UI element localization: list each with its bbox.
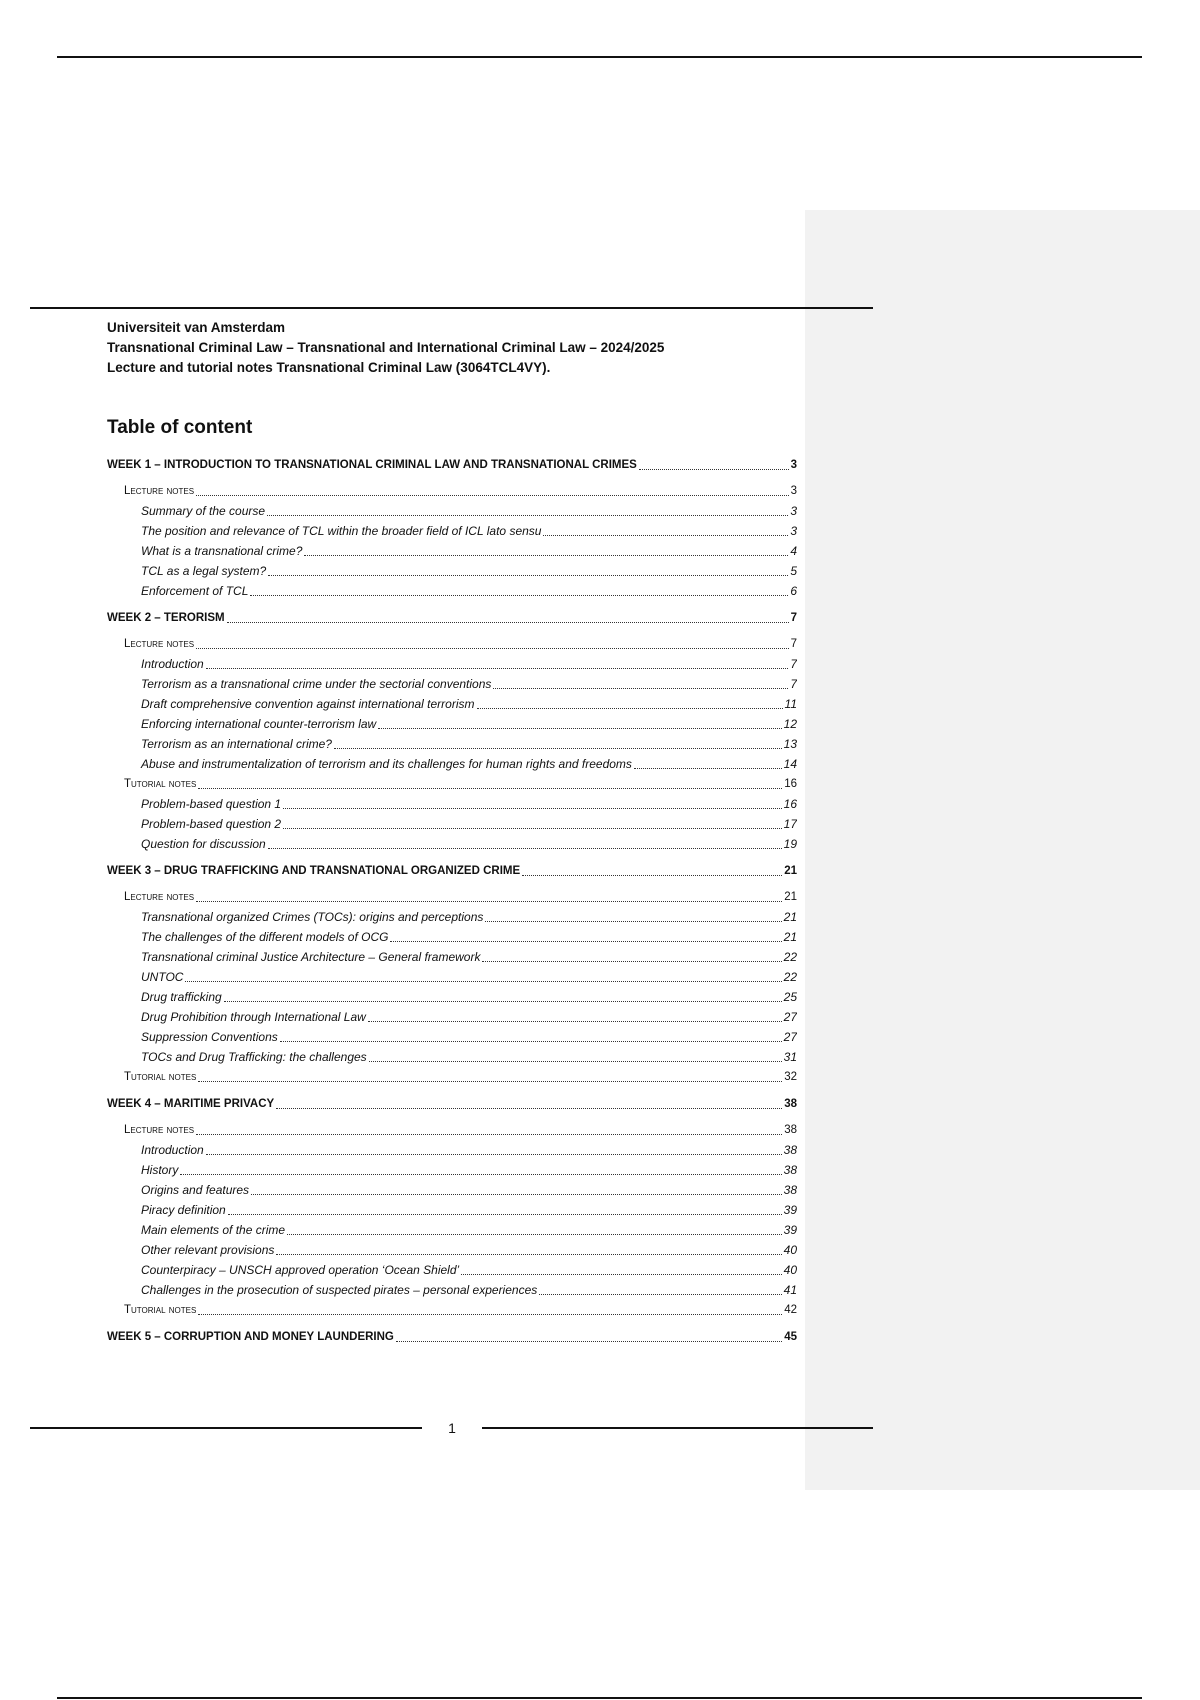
toc-page-number: 21 xyxy=(784,891,797,903)
toc-subsection-entry[interactable] xyxy=(107,1260,797,1280)
toc-entry-title: TCL as a legal system? xyxy=(141,564,267,578)
toc-page-number: 22 xyxy=(783,970,797,984)
toc-subsection-entry[interactable] xyxy=(107,734,797,754)
toc-subsection-entry[interactable] xyxy=(107,654,797,674)
toc-subsection-entry[interactable] xyxy=(107,1047,797,1067)
toc-entry-title: Piracy definition xyxy=(141,1203,226,1217)
toc-entry-title: Lecture notes xyxy=(124,638,195,650)
toc-dot-leader xyxy=(482,961,781,962)
toc-page-number: 13 xyxy=(783,737,797,751)
toc-page-number: 3 xyxy=(790,504,797,518)
toc-subsection-entry[interactable] xyxy=(107,987,797,1007)
toc-page-number: 45 xyxy=(784,1331,797,1343)
toc-subsection-entry[interactable] xyxy=(107,907,797,927)
toc-entry-title: Lecture notes xyxy=(124,485,195,497)
toc-entry-title: Lecture notes xyxy=(124,891,195,903)
toc-page-number: 21 xyxy=(784,865,797,877)
toc-page-number: 3 xyxy=(790,459,797,471)
toc-dot-leader xyxy=(250,595,788,596)
toc-page-number: 39 xyxy=(783,1203,797,1217)
toc-dot-leader xyxy=(185,981,781,982)
toc-entry-title: Problem-based question 1 xyxy=(141,797,282,811)
toc-entry-title: Transnational organized Crimes (TOCs): origins and perceptions xyxy=(141,910,484,924)
toc-page-number: 40 xyxy=(783,1263,797,1277)
toc-entry-title: Summary of the course xyxy=(141,504,266,518)
toc-dot-leader xyxy=(268,575,788,576)
toc-entry-title: Tutorial notes xyxy=(124,1071,197,1083)
toc-entry-title: Draft comprehensive convention against international terrorism xyxy=(141,697,475,711)
toc-subsection-entry[interactable] xyxy=(107,694,797,714)
outer-bottom-rule xyxy=(57,1697,1142,1699)
toc-subsection-entry[interactable] xyxy=(107,1007,797,1027)
toc-dot-leader xyxy=(283,828,782,829)
toc-dot-leader xyxy=(539,1294,781,1295)
toc-dot-leader xyxy=(304,555,788,556)
toc-page-number: 19 xyxy=(783,837,797,851)
course-title: Transnational Criminal Law – Transnational and International Criminal Law – 2024/2025 xyxy=(107,340,665,355)
toc-entry-title: Drug trafficking xyxy=(141,990,222,1004)
toc-page-number: 21 xyxy=(783,930,797,944)
toc-dot-leader xyxy=(206,1154,782,1155)
toc-subsection-entry[interactable] xyxy=(107,1160,797,1180)
toc-dot-leader xyxy=(276,1108,782,1109)
page-number: 1 xyxy=(448,1420,456,1436)
toc-subsection-entry[interactable] xyxy=(107,1280,797,1300)
toc-entry-title: What is a transnational crime? xyxy=(141,544,303,558)
toc-subsection-entry[interactable] xyxy=(107,1220,797,1240)
toc-subsection-entry[interactable] xyxy=(107,521,797,541)
toc-subsection-entry[interactable] xyxy=(107,501,797,521)
toc-week-entry[interactable] xyxy=(107,455,797,475)
toc-page-number: 38 xyxy=(783,1163,797,1177)
toc-page-number: 17 xyxy=(783,817,797,831)
toc-entry-title: The position and relevance of TCL within the broader field of ICL lato sensu xyxy=(141,524,542,538)
toc-entry-title: Other relevant provisions xyxy=(141,1243,275,1257)
toc-page-number: 12 xyxy=(783,717,797,731)
toc-dot-leader xyxy=(634,768,782,769)
toc-dot-leader xyxy=(639,469,789,470)
toc-week-entry[interactable] xyxy=(107,1327,797,1347)
toc-entry-title: History xyxy=(141,1163,179,1177)
toc-page-number: 22 xyxy=(783,950,797,964)
toc-subsection-entry[interactable] xyxy=(107,1180,797,1200)
toc-subsection-entry[interactable] xyxy=(107,541,797,561)
toc-subsection-entry[interactable] xyxy=(107,814,797,834)
toc-page-number: 41 xyxy=(783,1283,797,1297)
toc-entry-title: UNTOC xyxy=(141,970,184,984)
toc-section-entry[interactable] xyxy=(107,1067,797,1087)
toc-dot-leader xyxy=(287,1234,782,1235)
toc-dot-leader xyxy=(268,848,782,849)
toc-section-entry[interactable] xyxy=(107,887,797,907)
toc-entry-title: Abuse and instrumentalization of terrorism and its challenges for human rights and freedoms xyxy=(141,757,632,771)
footer-rule-left xyxy=(30,1427,422,1429)
toc-page-number: 32 xyxy=(784,1071,797,1083)
toc-entry-title: Challenges in the prosecution of suspected pirates – personal experiences xyxy=(141,1283,538,1297)
comment-margin-pane xyxy=(805,210,1200,1490)
toc-dot-leader xyxy=(477,708,783,709)
toc-dot-leader xyxy=(522,875,782,876)
toc-section-entry[interactable] xyxy=(107,774,797,794)
toc-entry-title: Terrorism as a transnational crime under the sectorial conventions xyxy=(141,677,492,691)
toc-page-number: 40 xyxy=(783,1243,797,1257)
toc-week-entry[interactable] xyxy=(107,608,797,628)
toc-page-number: 3 xyxy=(790,485,797,497)
toc-dot-leader xyxy=(378,728,781,729)
toc-entry-title: Enforcement of TCL xyxy=(141,584,249,598)
toc-page-number: 14 xyxy=(783,757,797,771)
toc-dot-leader xyxy=(224,1001,782,1002)
toc-entry-title: Enforcing international counter-terrorism law xyxy=(141,717,377,731)
toc-entry-title: Transnational criminal Justice Architecture – General framework xyxy=(141,950,481,964)
toc-entry-title: WEEK 5 – CORRUPTION AND MONEY LAUNDERING xyxy=(107,1331,394,1343)
toc-page-number: 27 xyxy=(783,1030,797,1044)
toc-entry-title: WEEK 1 – INTRODUCTION TO TRANSNATIONAL CRIMINAL LAW AND TRANSNATIONAL CRIMES xyxy=(107,459,637,471)
footer-rule-right xyxy=(482,1427,873,1429)
toc-subsection-entry[interactable] xyxy=(107,1200,797,1220)
page-header-rule xyxy=(30,307,873,309)
toc-week-entry[interactable] xyxy=(107,1094,797,1114)
toc-page-number: 4 xyxy=(790,544,797,558)
toc-page-number: 16 xyxy=(784,778,797,790)
toc-entry-title: Origins and features xyxy=(141,1183,250,1197)
toc-dot-leader xyxy=(283,808,782,809)
toc-page-number: 3 xyxy=(790,524,797,538)
toc-page-number: 6 xyxy=(790,584,797,598)
toc-dot-leader xyxy=(493,688,788,689)
toc-page-number: 38 xyxy=(783,1143,797,1157)
toc-subsection-entry[interactable] xyxy=(107,947,797,967)
toc-dot-leader xyxy=(276,1254,781,1255)
toc-dot-leader xyxy=(198,1314,782,1315)
toc-dot-leader xyxy=(368,1021,782,1022)
toc-page-number: 21 xyxy=(783,910,797,924)
toc-dot-leader xyxy=(461,1274,781,1275)
toc-entry-title: Counterpiracy – UNSCH approved operation ‘Ocean Shield’ xyxy=(141,1263,460,1277)
toc-subsection-entry[interactable] xyxy=(107,674,797,694)
toc-subsection-entry[interactable] xyxy=(107,967,797,987)
toc-subsection-entry[interactable] xyxy=(107,1240,797,1260)
toc-subsection-entry[interactable] xyxy=(107,561,797,581)
toc-dot-leader xyxy=(251,1194,782,1195)
toc-subsection-entry[interactable] xyxy=(107,794,797,814)
toc-subsection-entry[interactable] xyxy=(107,1140,797,1160)
toc-page-number: 5 xyxy=(790,564,797,578)
toc-dot-leader xyxy=(228,1214,782,1215)
toc-entry-title: Main elements of the crime xyxy=(141,1223,286,1237)
toc-entry-title: Drug Prohibition through International Law xyxy=(141,1010,366,1024)
toc-page-number: 16 xyxy=(783,797,797,811)
toc-subsection-entry[interactable] xyxy=(107,581,797,601)
university-name: Universiteit van Amsterdam xyxy=(107,320,286,335)
document-subtitle: Lecture and tutorial notes Transnational Criminal Law (3064TCL4VY). xyxy=(107,360,551,375)
toc-entry-title: TOCs and Drug Trafficking: the challenges xyxy=(141,1050,367,1064)
document-header xyxy=(107,318,807,378)
toc-entry-title: Tutorial notes xyxy=(124,778,197,790)
toc-subsection-entry[interactable] xyxy=(107,834,797,854)
toc-subsection-entry[interactable] xyxy=(107,714,797,734)
toc-entry-title: Introduction xyxy=(141,657,204,671)
toc-dot-leader xyxy=(198,1081,782,1082)
toc-entry-title: Tutorial notes xyxy=(124,1304,197,1316)
toc-dot-leader xyxy=(334,748,782,749)
toc-entry-title: WEEK 3 – DRUG TRAFFICKING AND TRANSNATIONAL ORGANIZED CRIME xyxy=(107,865,521,877)
toc-dot-leader xyxy=(280,1041,782,1042)
toc-section-entry[interactable] xyxy=(107,1300,797,1320)
toc-entry-title: Lecture notes xyxy=(124,1124,195,1136)
toc-heading: Table of content xyxy=(107,417,253,438)
toc-entry-title: WEEK 4 – MARITIME PRIVACY xyxy=(107,1098,275,1110)
toc-dot-leader xyxy=(390,941,781,942)
toc-section-entry[interactable] xyxy=(107,634,797,654)
toc-section-entry[interactable] xyxy=(107,481,797,501)
toc-page-number: 42 xyxy=(784,1304,797,1316)
toc-dot-leader xyxy=(198,788,782,789)
toc-subsection-entry[interactable] xyxy=(107,754,797,774)
toc-page-number: 38 xyxy=(784,1124,797,1136)
table-of-contents xyxy=(107,455,797,1353)
toc-page-number: 31 xyxy=(783,1050,797,1064)
toc-dot-leader xyxy=(196,495,789,496)
toc-entry-title: Introduction xyxy=(141,1143,204,1157)
toc-page-number: 38 xyxy=(783,1183,797,1197)
toc-entry-title: The challenges of the different models of OCG xyxy=(141,930,389,944)
toc-entry-title: WEEK 2 – TERORISM xyxy=(107,612,225,624)
toc-page-number: 7 xyxy=(790,657,797,671)
toc-page-number: 25 xyxy=(783,990,797,1004)
toc-page-number: 7 xyxy=(790,677,797,691)
toc-dot-leader xyxy=(196,901,782,902)
toc-dot-leader xyxy=(196,648,789,649)
toc-dot-leader xyxy=(227,622,789,623)
toc-entry-title: Suppression Conventions xyxy=(141,1030,278,1044)
toc-dot-leader xyxy=(543,535,788,536)
toc-subsection-entry[interactable] xyxy=(107,927,797,947)
toc-dot-leader xyxy=(485,921,781,922)
toc-week-entry[interactable] xyxy=(107,861,797,881)
toc-page-number: 7 xyxy=(790,638,797,650)
toc-page-number: 27 xyxy=(783,1010,797,1024)
toc-dot-leader xyxy=(369,1061,782,1062)
toc-page-number: 38 xyxy=(784,1098,797,1110)
toc-dot-leader xyxy=(206,668,789,669)
toc-page-number: 39 xyxy=(783,1223,797,1237)
toc-dot-leader xyxy=(180,1174,781,1175)
toc-dot-leader xyxy=(396,1341,782,1342)
toc-subsection-entry[interactable] xyxy=(107,1027,797,1047)
toc-page-number: 11 xyxy=(784,697,797,711)
toc-entry-title: Question for discussion xyxy=(141,837,266,851)
toc-dot-leader xyxy=(267,515,788,516)
toc-entry-title: Terrorism as an international crime? xyxy=(141,737,332,751)
outer-top-rule xyxy=(57,56,1142,58)
toc-entry-title: Problem-based question 2 xyxy=(141,817,282,831)
toc-dot-leader xyxy=(196,1134,782,1135)
toc-section-entry[interactable] xyxy=(107,1120,797,1140)
toc-page-number: 7 xyxy=(790,612,797,624)
